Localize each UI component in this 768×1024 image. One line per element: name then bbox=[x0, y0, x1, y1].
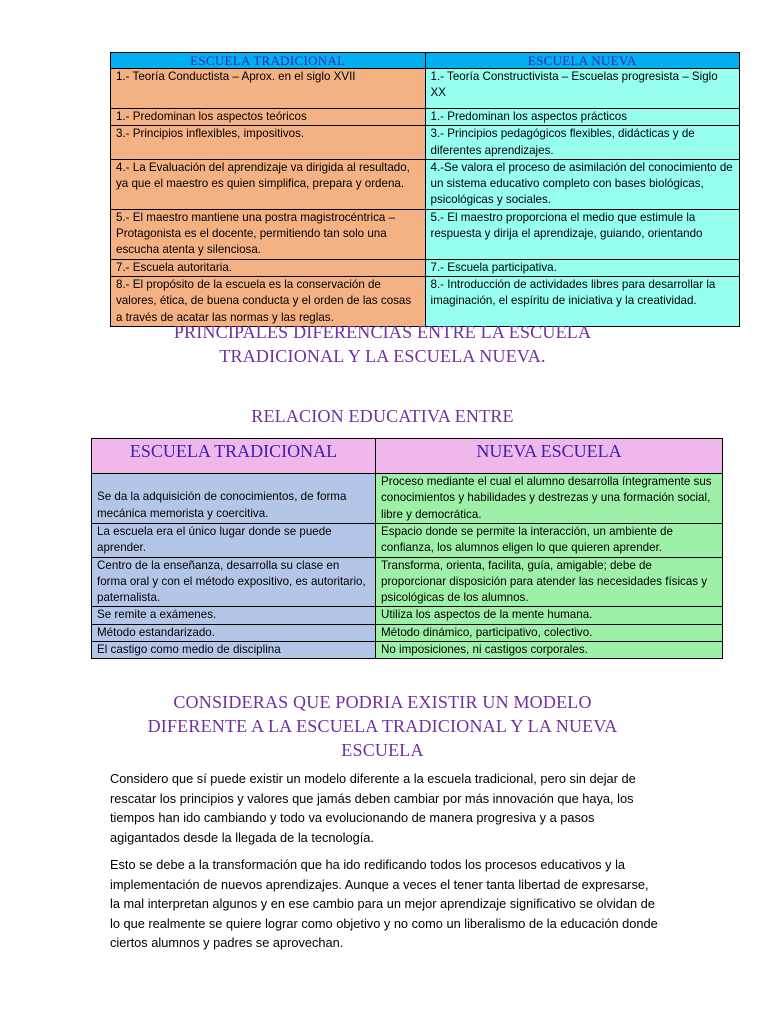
table-cell: 4.-Se valora el proceso de asimilación del conocimiento de un sistema educativo completo con bases biológicas, psicológicas y sociales. bbox=[425, 159, 740, 209]
table-cell: La escuela era el único lugar donde se puede aprender. bbox=[92, 524, 376, 558]
table-cell: Método estandarizado. bbox=[92, 624, 376, 641]
table-cell: 3.- Principios inflexibles, impositivos. bbox=[111, 126, 426, 160]
heading-line: PRINCIPALES DIFERENCIAS ENTRE LA ESCUELA bbox=[173, 322, 592, 342]
table-row bbox=[111, 126, 740, 160]
table-cell: Método dinámico, participativo, colectivo. bbox=[376, 624, 723, 641]
header-escuela-nueva: ESCUELA NUEVA bbox=[425, 53, 740, 69]
cell-text: Se da la adquisición de conocimientos, de forma mecánica memorista y coercitiva. bbox=[97, 490, 347, 520]
table-header-row bbox=[92, 439, 723, 474]
table-cell: 7.- Escuela autoritaria. bbox=[111, 259, 426, 276]
heading-line: CONSIDERAS QUE PODRIA EXISTIR UN MODELO bbox=[173, 692, 592, 712]
table-cell: 7.- Escuela participativa. bbox=[425, 259, 740, 276]
body-paragraph: Esto se debe a la transformación que ha ido redificando todos los procesos educativos y la implementación de nuevos aprendizajes. Aunque a veces el tener tanta libertad de expresarse, la mal interpretan algunos y en ese cambio para un mejor aprendizaje significativo se olvidan de lo que realmente se quiere lograr como objetivo y no como un liberalismo de la educación donde ciertos alumnos y padres se aprovechan. bbox=[110, 857, 658, 950]
table-cell: 1.- Predominan los aspectos prácticos bbox=[425, 109, 740, 126]
header-escuela-tradicional: ESCUELA TRADICIONAL bbox=[92, 439, 376, 474]
table-row bbox=[92, 642, 723, 659]
heading-line: RELACION EDUCATIVA ENTRE bbox=[251, 406, 514, 426]
table-cell: Transforma, orienta, facilita, guía, amigable; debe de proporcionar disposición para atender las necesidades físicas y psicológicas de los alumnos. bbox=[376, 557, 723, 607]
table-row bbox=[111, 209, 740, 259]
table-row bbox=[111, 276, 740, 326]
table-cell: 5.- El maestro mantiene una postra magistrocéntrica – Protagonista es el docente, permitiendo tan solo una escucha atenta y silenciosa. bbox=[111, 209, 426, 259]
heading-consideras bbox=[110, 690, 655, 762]
comparison-table-2 bbox=[91, 438, 723, 659]
heading-line: DIFERENTE A LA ESCUELA TRADICIONAL Y LA NUEVA bbox=[147, 716, 618, 736]
table-cell: Centro de la enseñanza, desarrolla su clase en forma oral y con el método expositivo, es autoritario, paternalista. bbox=[92, 557, 376, 607]
table-row bbox=[92, 474, 723, 524]
table-row bbox=[92, 557, 723, 607]
heading-principales-diferencias bbox=[110, 320, 655, 368]
table-row bbox=[92, 607, 723, 624]
table-cell: Se remite a exámenes. bbox=[92, 607, 376, 624]
table-cell: 3.- Principios pedagógicos flexibles, didácticas y de diferentes aprendizajes. bbox=[425, 126, 740, 160]
table-cell: 4.- La Evaluación del aprendizaje va dirigida al resultado, ya que el maestro es quien simplifica, prepara y ordena. bbox=[111, 159, 426, 209]
table-cell: 8.- El propósito de la escuela es la conservación de valores, ética, de buena conducta y el orden de las cosas a través de acatar las normas y las reglas. bbox=[111, 276, 426, 326]
header-escuela-tradicional: ESCUELA TRADICIONAL bbox=[111, 53, 426, 69]
table-header-row bbox=[111, 53, 740, 69]
table-row bbox=[92, 524, 723, 558]
table-row bbox=[111, 109, 740, 126]
table-cell: 8.- Introducción de actividades libres para desarrollar la imaginación, el espíritu de iniciativa y la creatividad. bbox=[425, 276, 740, 326]
heading-relacion-educativa bbox=[110, 404, 655, 428]
heading-line: TRADICIONAL Y LA ESCUELA NUEVA. bbox=[219, 346, 546, 366]
table-row bbox=[111, 69, 740, 109]
table-cell: 1.- Teoría Constructivista – Escuelas progresista – Siglo XX bbox=[425, 69, 740, 109]
comparison-table-1 bbox=[110, 52, 740, 327]
table-cell: 1.- Predominan los aspectos teóricos bbox=[111, 109, 426, 126]
table-cell: 1.- Teoría Conductista – Aprox. en el siglo XVII bbox=[111, 69, 426, 109]
table-cell: Utiliza los aspectos de la mente humana. bbox=[376, 607, 723, 624]
table-row bbox=[111, 259, 740, 276]
body-paragraph: Considero que sí puede existir un modelo diferente a la escuela tradicional, pero sin dejar de rescatar los principios y valores que jamás deben cambiar por más innovación que haya, los tiempos han ido cambiando y todo va evolucionando de manera progresiva y a pasos agigantados desde la llegada de la tecnología. bbox=[110, 771, 636, 845]
table-cell: No imposiciones, ni castigos corporales. bbox=[376, 642, 723, 659]
table-cell: El castigo como medio de disciplina bbox=[92, 642, 376, 659]
table-row bbox=[111, 159, 740, 209]
table-row bbox=[92, 624, 723, 641]
heading-line: ESCUELA bbox=[341, 740, 424, 760]
table-cell bbox=[92, 474, 376, 524]
table-cell: Proceso mediante el cual el alumno desarrolla íntegramente sus conocimientos y habilidades y destrezas y una formación social, libre y democrática. bbox=[376, 474, 723, 524]
table-cell: 5.- El maestro proporciona el medio que estimule la respuesta y dirija el aprendizaje, guiando, orientando bbox=[425, 209, 740, 259]
header-nueva-escuela: NUEVA ESCUELA bbox=[376, 439, 723, 474]
table-cell: Espacio donde se permite la interacción, un ambiente de confianza, los alumnos eligen lo que quieren aprender. bbox=[376, 524, 723, 558]
